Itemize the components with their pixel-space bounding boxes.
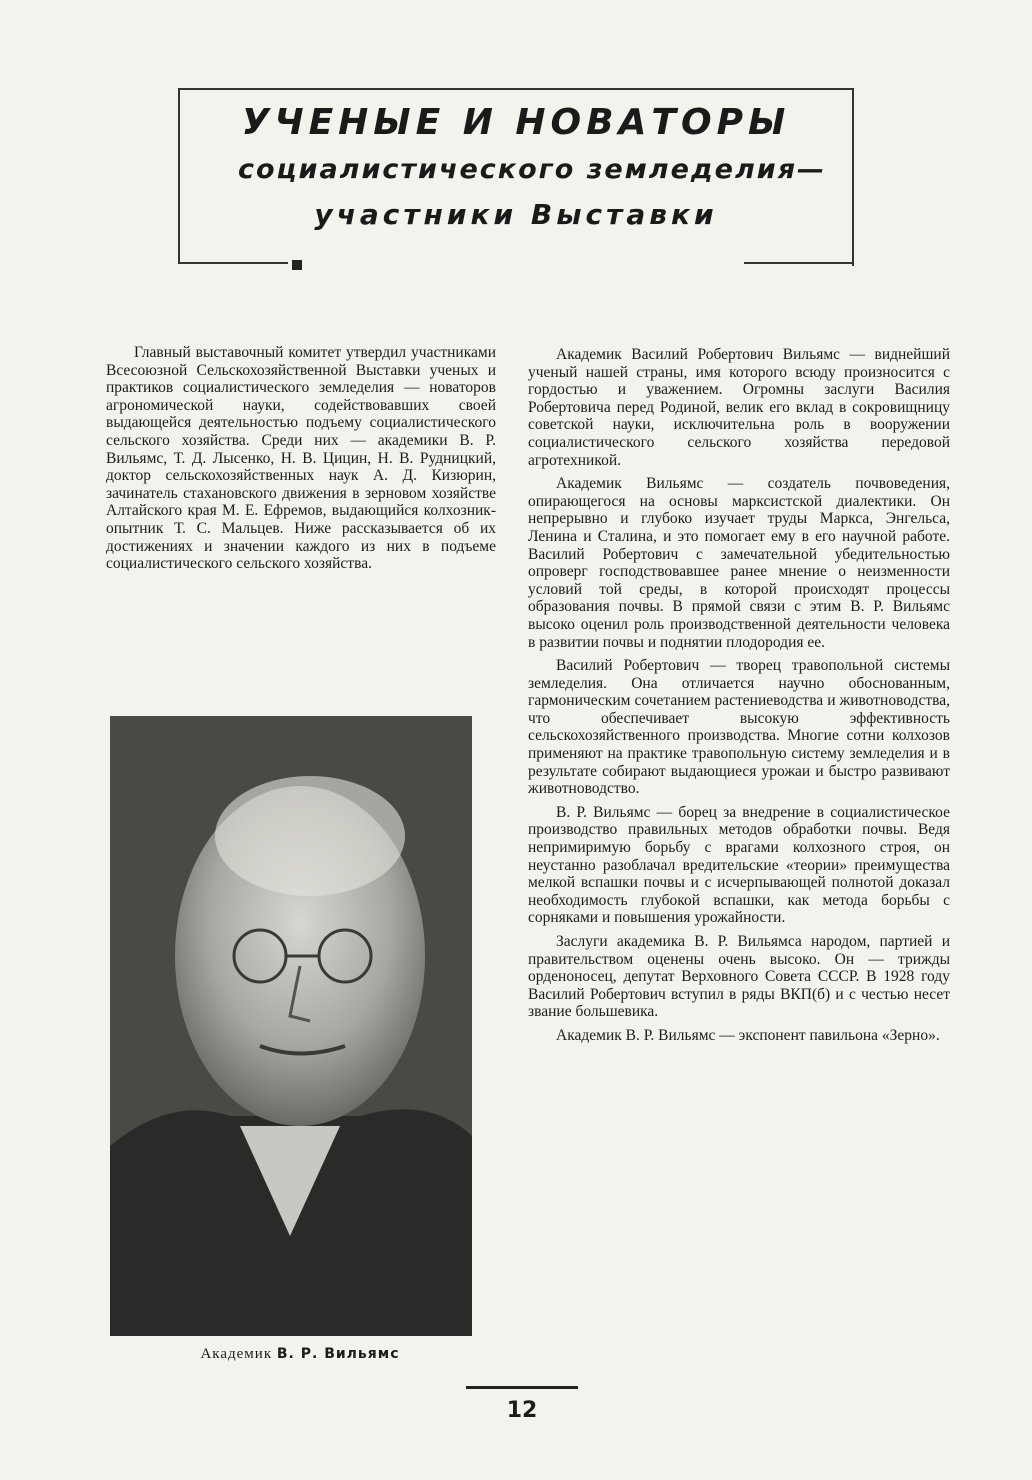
page-number: 12: [506, 1398, 538, 1423]
caption-name: В. Р. Вильямс: [276, 1346, 400, 1362]
portrait-illustration: [110, 716, 472, 1336]
paragraph: Василий Робертович — творец травопольной системы земледелия. Она отличается научно обоснованным, гармоническим сочетанием растениеводства и животноводства, что обеспечивает высокую эффективность сельскохозяйственного производства. Многие сотни колхозов применяют на практике травопольную систему земледелия и в результате собирают выдающиеся урожаи и быстро развивают животноводство.: [528, 657, 950, 798]
page-number-rule: [466, 1386, 578, 1389]
subheadline: социалистического земледелия—: [237, 154, 827, 185]
left-column: [106, 344, 496, 579]
title-box-bottom-right-border: [744, 262, 854, 264]
title-ornament: [292, 260, 302, 270]
title-box-bottom-left-border: [178, 262, 288, 264]
paragraph: Академик Вильямс — создатель почвоведения, опирающегося на основы марксистской диалектики. Он непрерывно и глубоко изучает труды Маркса, Энгельса, Ленина и Сталина, и это помогает ему в его научной работе. Василий Робертович с замечательной убедительностью опроверг господствовавшее ранее мнение о неизменности условий той среды, в которой происходят процессы образования почвы. В прямой связи с этим В. Р. Вильямс высоко оценил роль производственной деятельности человека в развитии почвы и поднятии плодородия ее.: [528, 475, 950, 651]
paragraph: Академик В. Р. Вильямс — экспонент павильона «Зерно».: [556, 1026, 940, 1044]
paragraph: В. Р. Вильямс — борец за внедрение в социалистическое производство правильных методов обработки почвы. Ведя непримиримую борьбу с врагами колхозного строя, он неустанно разоблачал вредительские «теории» преимущества мелкой вспашки почвы и с исчерпывающей полнотой доказал необходимость глубокой вспашки, как метода борьбы с сорняками и повышения урожайности.: [528, 803, 950, 927]
right-column: [528, 346, 950, 1051]
headline: УЧЕНЫЕ И НОВАТОРЫ: [241, 102, 791, 143]
paragraph: Академик Василий Робертович Вильямс — виднейший ученый нашей страны, имя которого всюду произносится с гордостью и уважением. Огромны заслуги Василия Робертовича перед Родиной, велик его вклад в сокровищницу советской науки, исключительна роль в вооружении социалистического сельского хозяйства передовой агротехникой.: [528, 346, 950, 469]
portrait-photo: [110, 716, 472, 1336]
title-box: [178, 88, 852, 262]
subheadline-2: участники Выставки: [314, 198, 718, 231]
paragraph: Главный выставочный комитет утвердил участниками Всесоюзной Сельскохозяйственной Выставки ученых и практиков социалистического земледелия — новаторов агрономической науки, содействовавших своей выдающейся деятельностью подъему социалистического сельского хозяйства. Среди них — академики В. Р. Вильямс, Т. Д. Лысенко, Н. В. Цицин, Н. В. Рудницкий, доктор сельскохозяйственных наук А. Д. Кизюрин, зачинатель стахановского движения в зерновом хозяйстве Алтайского края М. Е. Ефремов, выдающийся колхозник-опытник Т. С. Мальцев. Ниже рассказывается об их достижениях и значении каждого из них в подъеме социалистического сельского хозяйства.: [106, 344, 496, 573]
photo-caption: [110, 1346, 490, 1363]
paragraph: Заслуги академика В. Р. Вильямса народом, партией и правительством оценены очень высоко. Он — трижды орденоносец, депутат Верховного Совета СССР. В 1928 году Василий Робертович вступил в ряды ВКП(б) и с честью несет звание большевика.: [528, 933, 950, 1021]
caption-prefix: Академик: [200, 1346, 273, 1362]
